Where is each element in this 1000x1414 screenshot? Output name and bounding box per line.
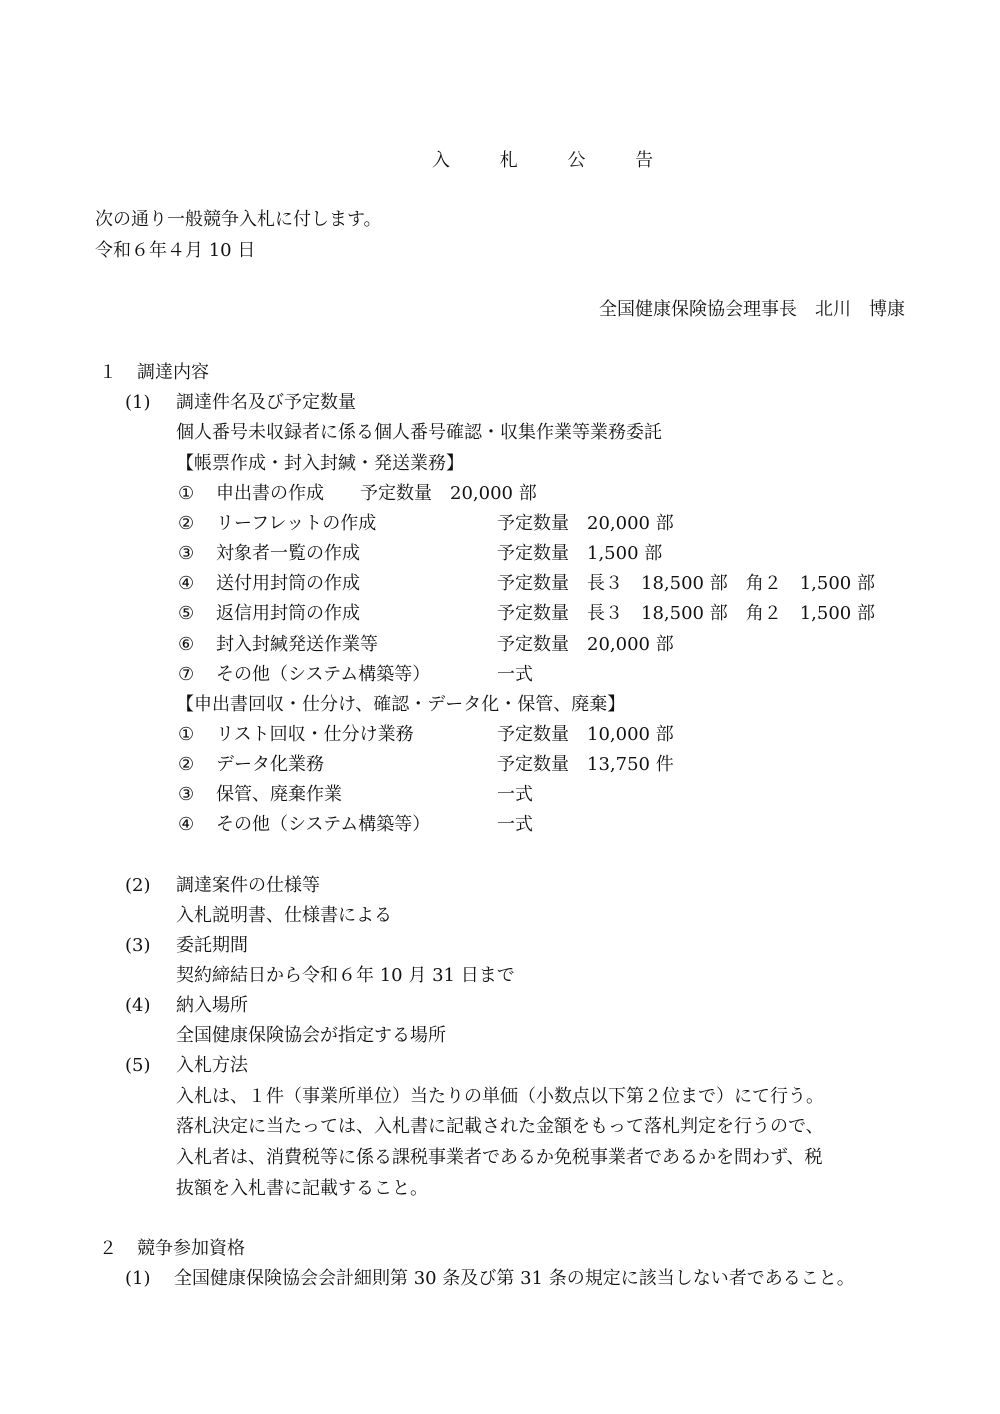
item-1-2-number: (2) xyxy=(125,875,151,896)
group-2-item-name: データ化業務 xyxy=(216,754,324,775)
group-2-item-qty: 一式 xyxy=(497,784,533,805)
group-2-title: 【申出書回収・仕分け、確認・データ化・保管、廃棄】 xyxy=(176,694,626,715)
section-1-number: １ xyxy=(99,362,117,383)
item-2-1-body: 全国健康保険協会会計細則第 30 条及び第 31 条の規定に該当しない者であること。 xyxy=(174,1268,855,1289)
group-1-item-number: ① xyxy=(178,483,195,504)
item-1-3-number: (3) xyxy=(125,935,151,956)
group-2-item-name: その他（システム構築等） xyxy=(216,814,431,835)
item-1-5-number: (5) xyxy=(125,1055,151,1076)
item-1-5-line: 抜額を入札書に記載すること。 xyxy=(176,1178,428,1199)
item-1-2-body: 入札説明書、仕様書による xyxy=(176,905,392,926)
item-1-4-body: 全国健康保険協会が指定する場所 xyxy=(176,1025,446,1046)
section-2-number: ２ xyxy=(99,1238,117,1259)
group-2-item-number: ② xyxy=(178,754,195,775)
item-2-1-number: (1) xyxy=(125,1268,151,1289)
item-1-5-line: 落札決定に当たっては、入札書に記載された金額をもって落札判定を行うので、 xyxy=(176,1116,824,1137)
item-1-3-body: 契約締結日から令和６年 10 月 31 日まで xyxy=(176,965,515,986)
item-1-4-number: (4) xyxy=(125,995,151,1016)
group-1-item-name: 申出書の作成 予定数量 20,000 部 xyxy=(216,483,537,504)
group-1-item-qty: 予定数量 長３ 18,500 部 角２ 1,500 部 xyxy=(497,573,875,594)
group-2-item-name: リスト回収・仕分け業務 xyxy=(216,724,414,745)
group-1-item-name: その他（システム構築等） xyxy=(216,664,431,685)
group-1-item-qty: 予定数量 20,000 部 xyxy=(497,513,674,534)
page-title: 入 札 公 告 xyxy=(432,150,676,171)
item-1-5-line: 入札者は、消費税等に係る課税事業者であるか免税事業者であるかを問わず、税 xyxy=(176,1147,823,1168)
group-2-item-number: ① xyxy=(178,724,195,745)
group-1-item-number: ③ xyxy=(178,543,195,564)
item-1-1-number: (1) xyxy=(125,392,151,413)
group-1-title: 【帳票作成・封入封緘・発送業務】 xyxy=(176,453,464,474)
intro-text: 次の通り一般競争入札に付します。 xyxy=(95,209,382,230)
item-1-4-heading: 納入場所 xyxy=(176,995,248,1016)
section-1-heading: 調達内容 xyxy=(137,362,209,383)
group-1-item-number: ⑤ xyxy=(178,603,195,624)
issuer: 全国健康保険協会理事長 北川 博康 xyxy=(599,299,905,320)
group-2-item-qty: 予定数量 10,000 部 xyxy=(497,724,674,745)
group-1-item-number: ④ xyxy=(178,573,195,594)
group-1-item-number: ⑦ xyxy=(178,664,195,685)
item-1-5-line: 入札は、１件（事業所単位）当たりの単価（小数点以下第２位まで）にて行う。 xyxy=(176,1086,824,1107)
item-1-2-heading: 調達案件の仕様等 xyxy=(176,875,320,896)
item-1-1-heading: 調達件名及び予定数量 xyxy=(176,392,356,413)
group-2-item-qty: 一式 xyxy=(497,814,533,835)
item-1-5-heading: 入札方法 xyxy=(176,1055,248,1076)
group-1-item-number: ② xyxy=(178,513,195,534)
group-1-item-qty: 予定数量 20,000 部 xyxy=(497,634,674,655)
group-1-item-name: リーフレットの作成 xyxy=(216,513,377,534)
section-2-heading: 競争参加資格 xyxy=(137,1238,245,1259)
group-1-item-qty: 一式 xyxy=(497,664,533,685)
group-2-item-number: ④ xyxy=(178,814,195,835)
group-1-item-qty: 予定数量 1,500 部 xyxy=(497,543,663,564)
group-1-item-qty: 予定数量 長３ 18,500 部 角２ 1,500 部 xyxy=(497,603,875,624)
procurement-subject: 個人番号未収録者に係る個人番号確認・収集作業等業務委託 xyxy=(176,422,662,443)
group-1-item-number: ⑥ xyxy=(178,634,195,655)
notice-date: 令和６年４月 10 日 xyxy=(95,240,256,261)
item-1-3-heading: 委託期間 xyxy=(176,935,248,956)
group-2-item-name: 保管、廃棄作業 xyxy=(216,784,342,805)
group-1-item-name: 送付用封筒の作成 xyxy=(216,573,360,594)
group-2-item-qty: 予定数量 13,750 件 xyxy=(497,754,674,775)
group-1-item-name: 返信用封筒の作成 xyxy=(216,603,360,624)
group-2-item-number: ③ xyxy=(178,784,195,805)
group-1-item-name: 対象者一覧の作成 xyxy=(216,543,360,564)
group-1-item-name: 封入封緘発送作業等 xyxy=(216,634,378,655)
